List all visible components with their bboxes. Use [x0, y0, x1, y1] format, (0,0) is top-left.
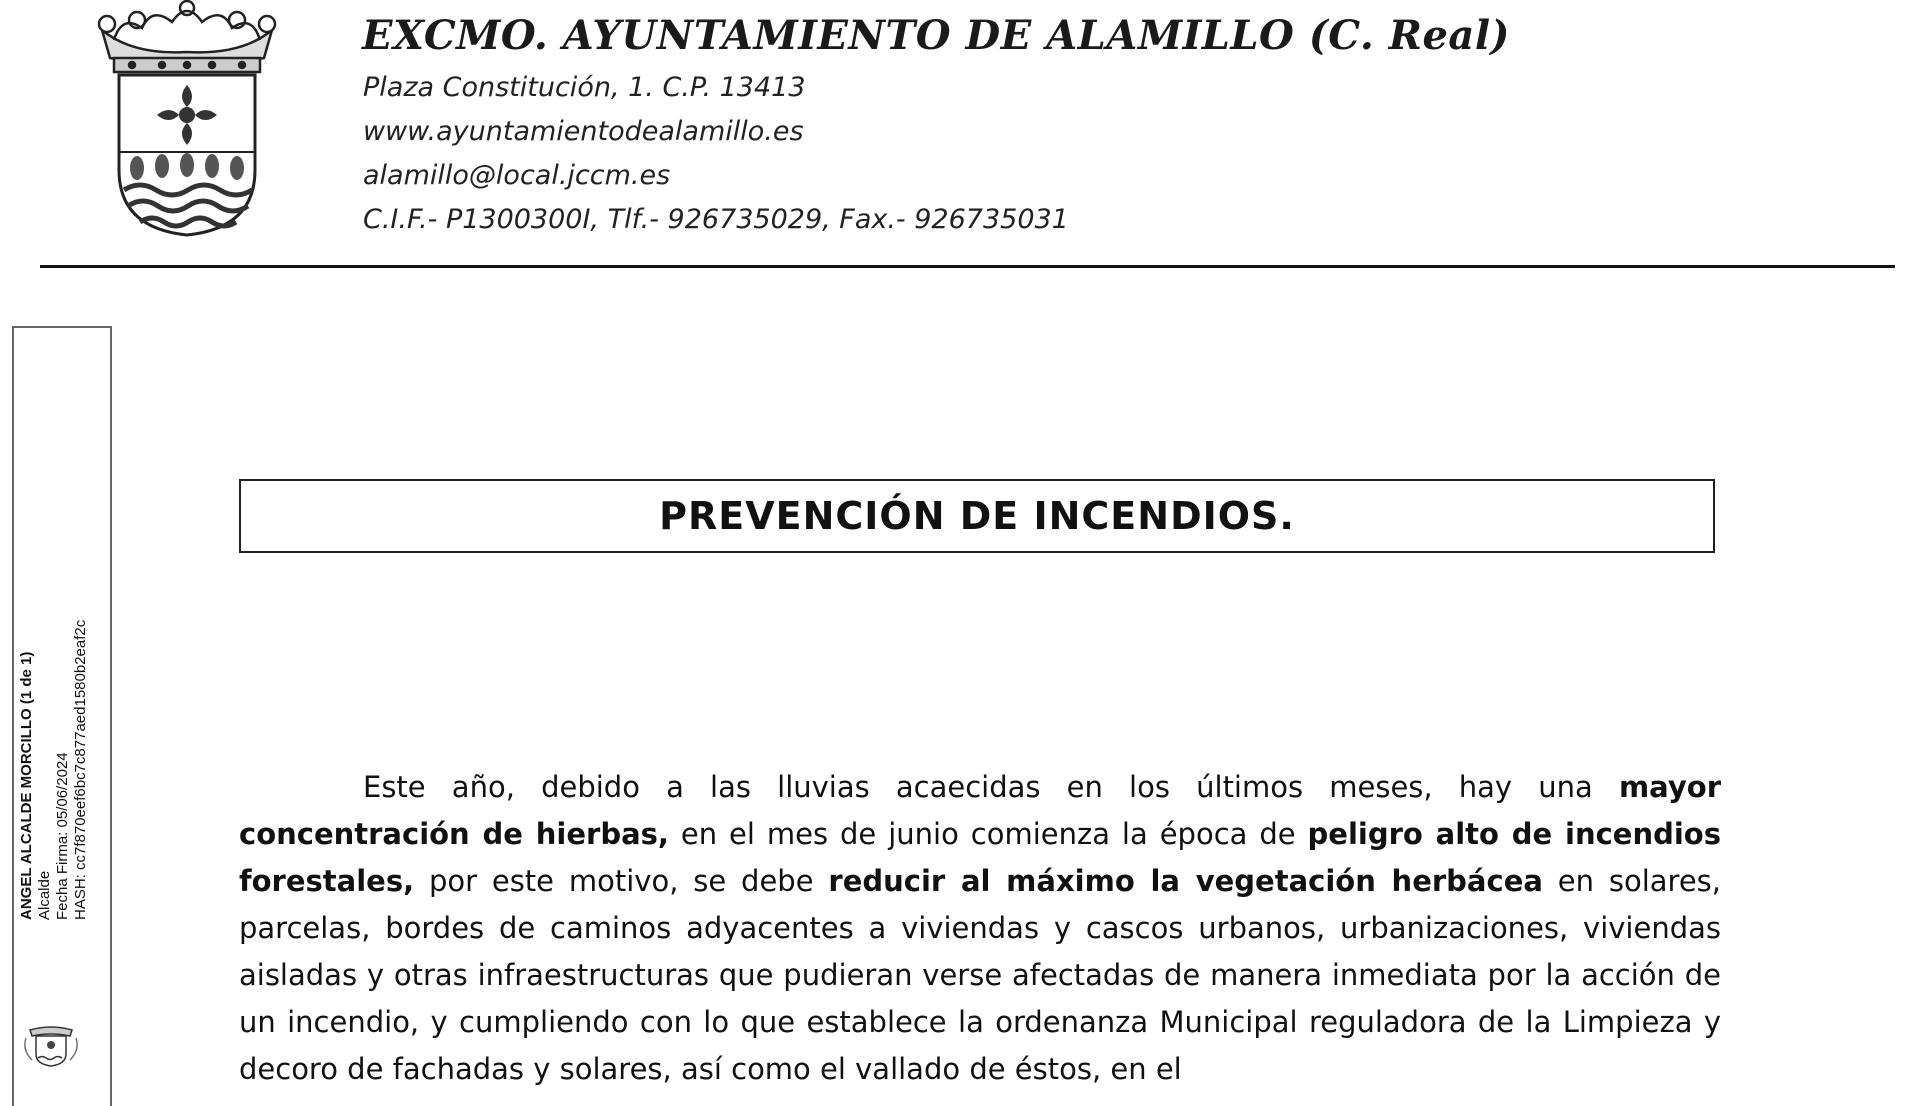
- document-title: PREVENCIÓN DE INCENDIOS.: [659, 494, 1295, 538]
- municipality-title: EXCMO. AYUNTAMIENTO DE ALAMILLO (C. Real): [362, 12, 1510, 59]
- address-line: Plaza Constitución, 1. C.P. 13413: [363, 72, 806, 103]
- email-line: alamillo@local.jccm.es: [363, 160, 671, 191]
- municipal-crest-logo: [92, 0, 282, 240]
- body-segment: en solares, parcelas, bordes de caminos adyacentes a viviendas y cascos urbanos, urbanizaciones, viviendas aisladas y otras infraestructuras que pudieran verse afectadas de manera inmediata por la acción de un incendio, y cumpliendo con lo que establece la ordenanza Municipal reguladora de la Limpieza y decoro de fachadas y solares, así como el vallado de éstos, en el: [239, 864, 1721, 1086]
- body-segment: por este motivo, se debe: [414, 864, 829, 898]
- body-segment-bold: peligro alto de incendios forestales,: [239, 817, 1721, 898]
- signer-name: ANGEL ALCALDE MORCILLO (1 de 1): [18, 651, 35, 920]
- body-segment: en el mes de junio comienza la época de: [668, 817, 1308, 851]
- signature-date: Fecha Firma: 05/06/2024: [54, 752, 71, 920]
- signature-stamp: [18, 620, 90, 920]
- signature-hash: HASH: cc7f870eef6bc7c877aed1580b2eaf2c: [72, 619, 89, 920]
- website-line: www.ayuntamientodealamillo.es: [363, 116, 804, 147]
- mini-crest-icon: [22, 1020, 80, 1068]
- body-segment: Este año, debido a las lluvias acaecidas en los últimos meses, hay una: [363, 770, 1619, 804]
- signer-role: Alcalde: [36, 870, 53, 920]
- header-divider: [40, 265, 1895, 268]
- document-title-box: [239, 479, 1715, 553]
- body-segment-bold: reducir al máximo la vegetación herbácea: [828, 864, 1543, 898]
- document-body: [239, 764, 1721, 1093]
- body-segment-bold: mayor concentración de hierbas,: [239, 770, 1721, 851]
- contact-line: C.I.F.- P1300300I, Tlf.- 926735029, Fax.- 926735031: [363, 204, 1069, 235]
